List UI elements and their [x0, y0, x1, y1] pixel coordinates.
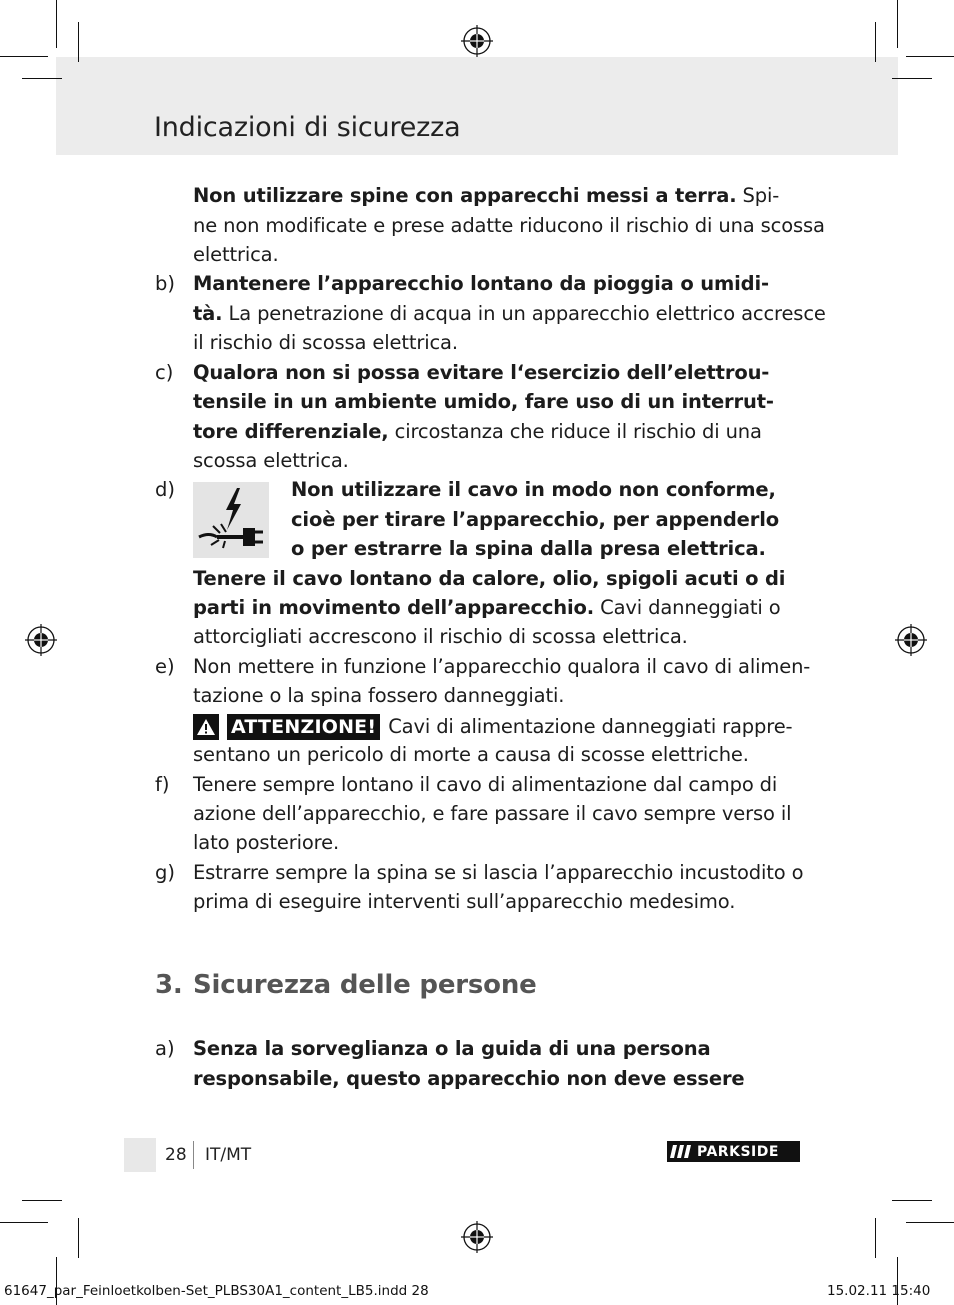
- brand-stripes-icon: [667, 1141, 695, 1162]
- crop-mark: [78, 1218, 79, 1258]
- item-e-line-1: Non mettere in funzione l’apparecchio qualora il cavo di alimen-: [193, 655, 811, 678]
- item-b-line-1: Mantenere l’apparecchio lontano da pioggia o umidi-: [193, 272, 769, 295]
- section-heading: [155, 970, 537, 1000]
- crop-mark: [875, 1218, 876, 1258]
- crop-mark: [906, 56, 954, 57]
- intro-line-2: ne non modificate e prese adatte riducono il rischio di una scossa: [193, 214, 825, 237]
- item-f-line-3: lato posteriore.: [193, 831, 340, 854]
- item-d-line-6: attorcigliati accrescono il rischio di scossa elettrica.: [193, 625, 688, 648]
- attention-badge: ATTENZIONE!: [227, 714, 380, 740]
- registration-mark-icon: [25, 624, 57, 656]
- item-d-line-2: cioè per tirare l’apparecchio, per appenderlo: [291, 508, 780, 531]
- item-e-line-4: sentano un pericolo di morte a causa di scosse elettriche.: [193, 743, 749, 766]
- crop-mark: [892, 78, 932, 79]
- item-g-label: g): [155, 861, 175, 884]
- item-a-line-2: responsabile, questo apparecchio non deve essere: [193, 1067, 745, 1090]
- item-d-line-4: Tenere il cavo lontano da calore, olio, spigoli acuti o di: [193, 567, 786, 590]
- warning-row: [193, 713, 792, 741]
- crop-mark: [875, 22, 876, 62]
- crop-mark: [22, 78, 62, 79]
- item-g-line-2: prima di eseguire interventi sull’apparecchio medesimo.: [193, 890, 736, 913]
- item-c-line-2: tensile in un ambiente umido, fare uso di un interrut-: [193, 390, 774, 413]
- slug-date: 15.02.11 15:40: [827, 1283, 931, 1299]
- registration-mark-icon: [461, 1221, 493, 1253]
- crop-mark: [892, 1200, 932, 1201]
- item-c-label: c): [155, 361, 174, 384]
- warning-triangle-icon: [193, 714, 219, 740]
- crop-mark: [906, 1222, 954, 1223]
- slug-filename: 61647_par_Feinloetkolben-Set_PLBS30A1_content_LB5.indd 28: [4, 1283, 429, 1299]
- intro-line-3: elettrica.: [193, 243, 279, 266]
- item-d-line-1: Non utilizzare il cavo in modo non conforme,: [291, 478, 776, 501]
- brand-name: PARKSIDE: [697, 1143, 779, 1160]
- item-d-line-5: parti in movimento dell’apparecchio. Cavi danneggiati o: [193, 596, 781, 619]
- item-e-line-2: tazione o la spina fossero danneggiati.: [193, 684, 565, 707]
- section-number: 3.: [155, 970, 183, 1000]
- page-title: Indicazioni di sicurezza: [154, 112, 461, 143]
- crop-mark: [22, 1200, 62, 1201]
- item-c-line-1: Qualora non si possa evitare l‘esercizio dell’elettrou-: [193, 361, 770, 384]
- crop-mark: [0, 56, 48, 57]
- item-f-label: f): [155, 773, 170, 796]
- crop-mark: [56, 0, 57, 48]
- cable-hazard-icon: [193, 482, 269, 558]
- footer-language: IT/MT: [205, 1145, 252, 1165]
- item-b-line-2: tà. La penetrazione di acqua in un apparecchio elettrico accresce: [193, 302, 826, 325]
- registration-mark-icon: [461, 25, 493, 57]
- item-g-line-1: Estrarre sempre la spina se si lascia l’apparecchio incustodito o: [193, 861, 804, 884]
- footer-divider: [193, 1141, 194, 1169]
- item-d-line-3: o per estrarre la spina dalla presa elettrica.: [291, 537, 766, 560]
- registration-mark-icon: [895, 624, 927, 656]
- item-c-line-3: tore differenziale, circostanza che riduce il rischio di una: [193, 420, 762, 443]
- item-f-line-1: Tenere sempre lontano il cavo di alimentazione dal campo di: [193, 773, 778, 796]
- item-a-label: a): [155, 1037, 175, 1060]
- item-c-line-4: scossa elettrica.: [193, 449, 349, 472]
- intro-line-1: Non utilizzare spine con apparecchi messi a terra. Spi-: [193, 184, 780, 207]
- item-e-label: e): [155, 655, 175, 678]
- warning-text: Cavi di alimentazione danneggiati rappre-: [388, 715, 793, 739]
- item-b-label: b): [155, 272, 175, 295]
- item-f-line-2: azione dell’apparecchio, e fare passare il cavo sempre verso il: [193, 802, 792, 825]
- page-number: 28: [165, 1145, 187, 1165]
- item-d-label: d): [155, 478, 175, 501]
- item-a-line-1: Senza la sorveglianza o la guida di una persona: [193, 1037, 711, 1060]
- crop-mark: [0, 1222, 48, 1223]
- section-title: Sicurezza delle persone: [193, 970, 537, 1000]
- crop-mark: [897, 0, 898, 48]
- crop-mark: [78, 22, 79, 62]
- brand-logo: [667, 1141, 800, 1162]
- footer-tab: [124, 1138, 156, 1172]
- item-b-line-3: il rischio di scossa elettrica.: [193, 331, 458, 354]
